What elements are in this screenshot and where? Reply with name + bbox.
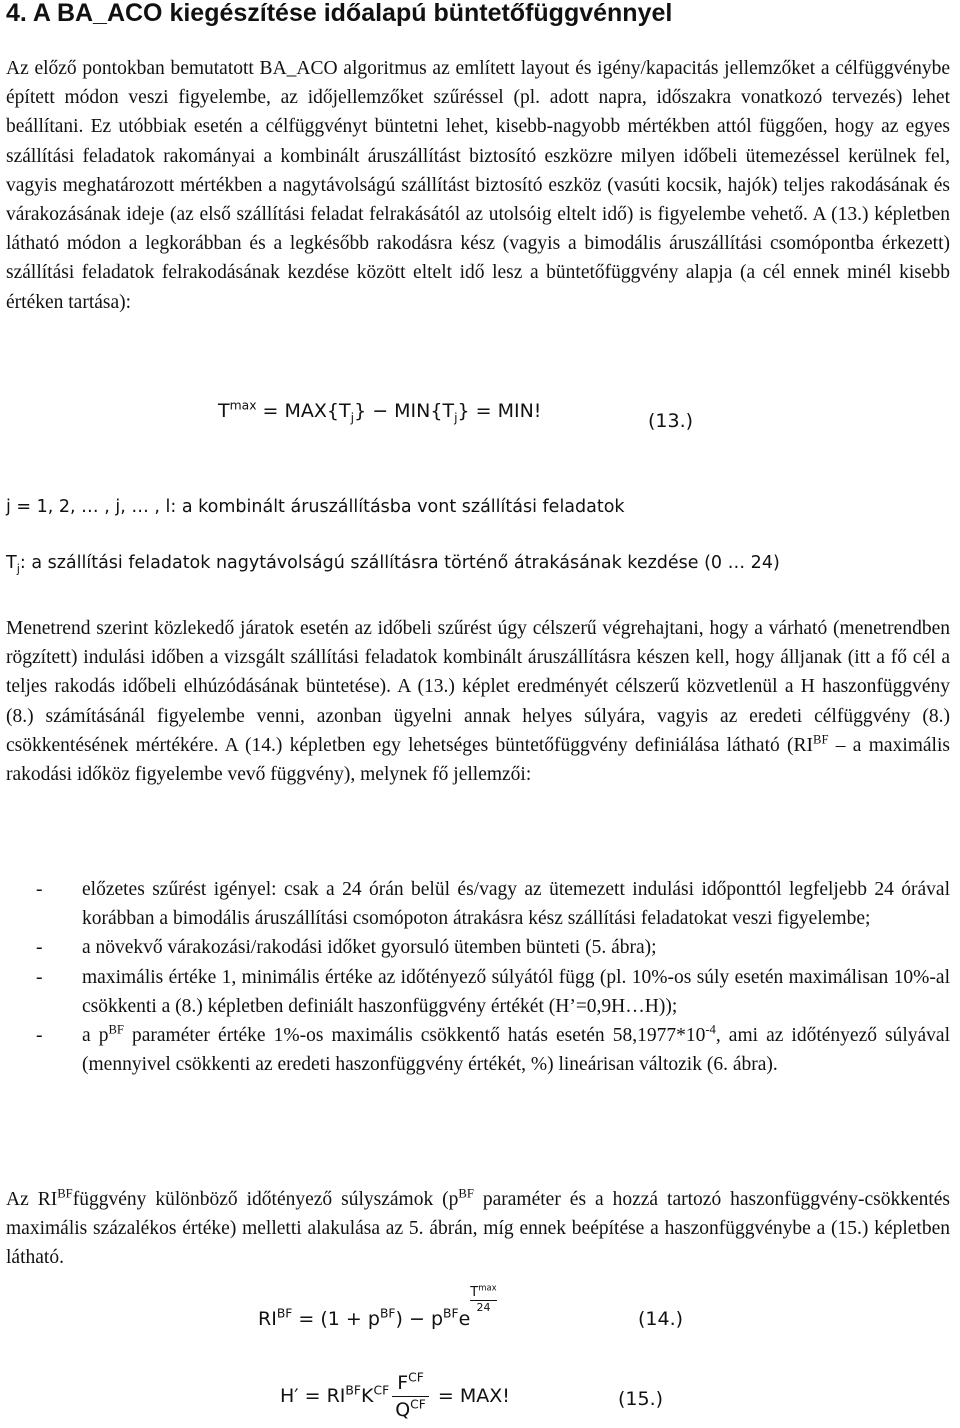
eq13-sub-j1: j <box>350 410 355 425</box>
eq15-lhs: H′ = RI <box>280 1385 346 1407</box>
paragraph-timetable <box>6 614 950 789</box>
equation-13-number: (13.) <box>648 410 694 432</box>
bullet-item <box>6 1021 950 1079</box>
bullet4-sup-exp: -4 <box>705 1022 716 1037</box>
eq14-part1: = (1 + p <box>292 1308 380 1330</box>
p3-text-a: Az RI <box>6 1189 58 1210</box>
eq15-end: = MAX! <box>431 1385 510 1407</box>
eq14-lhs: RI <box>258 1308 277 1330</box>
bullet-text: előzetes szűrést igényel: csak a 24 órán belül és/vagy az ütemezett indulási időponttól legfeljebb 24 órával korábban a bimodális áruszállítási csomópoton átrakásra kész szállítási feladatokat veszi figyelembe; <box>82 879 950 930</box>
eq13-t: T <box>218 400 230 422</box>
eq13-max: max <box>229 398 257 413</box>
eq13-sub-j2: j <box>454 410 458 425</box>
p3-text-b: függvény különböző időtényező súlyszámok (p <box>72 1189 459 1210</box>
eq14-part2: ) − p <box>395 1308 444 1330</box>
eq15-q: Q <box>395 1399 411 1421</box>
equation-14-number: (14.) <box>638 1308 684 1330</box>
bullet-item <box>6 875 950 933</box>
eq15-sup-bf: BF <box>345 1383 361 1398</box>
eq13-part3: } = MIN! <box>457 400 542 422</box>
bullet-item <box>6 933 950 962</box>
bullet4-text-a: a p <box>82 1025 109 1047</box>
eq14-e: e <box>458 1308 471 1330</box>
p2-text-b: – a maximális rakodási időköz figyelembe vevő függvény), melynek fő jellemzői: <box>6 734 950 786</box>
bullet-text: maximális értéke 1, minimális értéke az időtényező súlyától függ (pl. 10%-os súly esetén maximálisan 10%-al csökkenti a (8.) képletben definiált haszonfüggvény értékét (H’=0,9H…H)); <box>82 966 950 1017</box>
bullet4-text-c: , ami az időtényező súlyával (mennyivel csökkenti az eredeti haszonfüggvény értékét, %) lineárisan változik (6. ábra). <box>82 1025 950 1076</box>
equation-13 <box>218 398 542 425</box>
bullet-item <box>6 963 950 1021</box>
eq13-part1: = MAX{T <box>256 400 351 422</box>
eq14-sup2: BF <box>379 1306 396 1321</box>
def2-t: T <box>6 553 17 573</box>
eq15-sup-cf: CF <box>373 1383 390 1398</box>
eq15-fraction <box>392 1370 429 1423</box>
eq15-f: F <box>397 1372 409 1394</box>
p2-sup-bf: BF <box>813 732 829 747</box>
bullet-dash: - <box>36 879 43 900</box>
section-heading: 4. A BA_ACO kiegészítése időalapú büntetőfüggvénnyel <box>6 0 673 27</box>
def2-sub-j: j <box>16 561 20 576</box>
bullet4-sup-bf: BF <box>108 1022 124 1037</box>
paragraph-ri <box>6 1185 950 1273</box>
eq13-part2: } − MIN{T <box>354 400 455 422</box>
eq15-k: K <box>360 1385 374 1407</box>
definition-j: j = 1, 2, … , j, … , l: a kombinált áruszállításba vont szállítási feladatok <box>6 497 625 517</box>
equation-15 <box>280 1370 510 1423</box>
eq15-q-cf: CF <box>410 1397 426 1412</box>
p3-text-c: paraméter és a hozzá tartozó haszonfüggvény-csökkentés maximális százalékos értéke) melletti alakulása az 5. ábrán, míg ennek beépítése a haszonfüggvénybe a (15.) képletben látható. <box>6 1189 951 1269</box>
p2-text-a: Menetrend szerint közlekedő járatok esetén az időbeli szűrést úgy célszerű végrehajtani, hogy a várható (menetrendben rögzített) indulási időben a vizsgált szállítási feladatok kombinált áruszállításra készen kell, hogy álljanak (itt a fő cél a teljes rakodás időbeli elhúzódásának büntetése). A (13.) képlet eredményét célszerű közvetlenül a H haszonfüggvény (8.) számításánál figyelembe venni, azonban ügyelni annak helyes súlyára, vagyis az eredeti célfüggvény (8.) csökkentésének mértékére. A (14.) képletben egy lehetséges büntetőfüggvény definiálása látható (RI <box>6 618 950 756</box>
def2-text: : a szállítási feladatok nagytávolságú szállításra történő átrakásának kezdése (0 … 24) <box>19 553 780 573</box>
bullet-list <box>6 875 950 1079</box>
definition-tj <box>6 553 780 576</box>
bullet-text: a növekvő várakozási/rakodási időket gyorsuló ütemben bünteti (5. ábra); <box>82 937 657 959</box>
eq14-exp-t: T <box>470 1285 479 1300</box>
eq14-sup1: BF <box>276 1306 293 1321</box>
eq14-sup3: BF <box>443 1306 459 1321</box>
eq14-exponent <box>470 1282 497 1315</box>
paragraph-intro: Az előző pontokban bemutatott BA_ACO algoritmus az említett layout és igény/kapacitás jellemzőket a célfüggvénybe épített módon veszi figyelembe, az időjellemzőket szűréssel (pl. adott napra, időszakra vonatkozó tervezés) lehet beállítani. Ez utóbbiak esetén a célfüggvényt büntetni lehet, kisebb-nagyobb mértékben attól függően, hogy az egyes szállítási feladatok rakományai a kombinált áruszállítást biztosító eszközre milyen időbeli ütemezéssel kerülnek fel, vagyis meghatározott mértékben a nagytávolságú szállítást biztosító eszköz (vasúti kocsik, hajók) teljes rakodásának és várakozásának ideje (az első szállítási feladat felrakásától az utolsóig eltelt idő) is figyelembe vehető. A (13.) képletben látható módon a legkorábban és a legkésőbb rakodásra kész (vagyis a bimodális áruszállítási csomópontba érkezett) szállítási feladatok felrakodásának kezdése között eltelt idő lesz a büntetőfüggvény alapja (a cél ennek minél kisebb értéken tartása): <box>6 58 950 313</box>
bullet4-text-b: paraméter értéke 1%-os maximális csökkentő hatás esetén 58,1977*10 <box>123 1025 706 1047</box>
eq15-f-cf: CF <box>408 1370 424 1385</box>
bullet-dash: - <box>36 1025 43 1047</box>
bullet-dash: - <box>36 966 43 988</box>
p3-sup-bf2: BF <box>458 1186 474 1201</box>
equation-15-number: (15.) <box>618 1388 664 1410</box>
eq14-exp-max: max <box>478 1282 497 1293</box>
equation-14 <box>258 1282 497 1330</box>
bullet-dash: - <box>36 937 43 959</box>
eq14-exp-den: 24 <box>476 1301 491 1314</box>
p3-sup-bf1: BF <box>57 1186 73 1201</box>
